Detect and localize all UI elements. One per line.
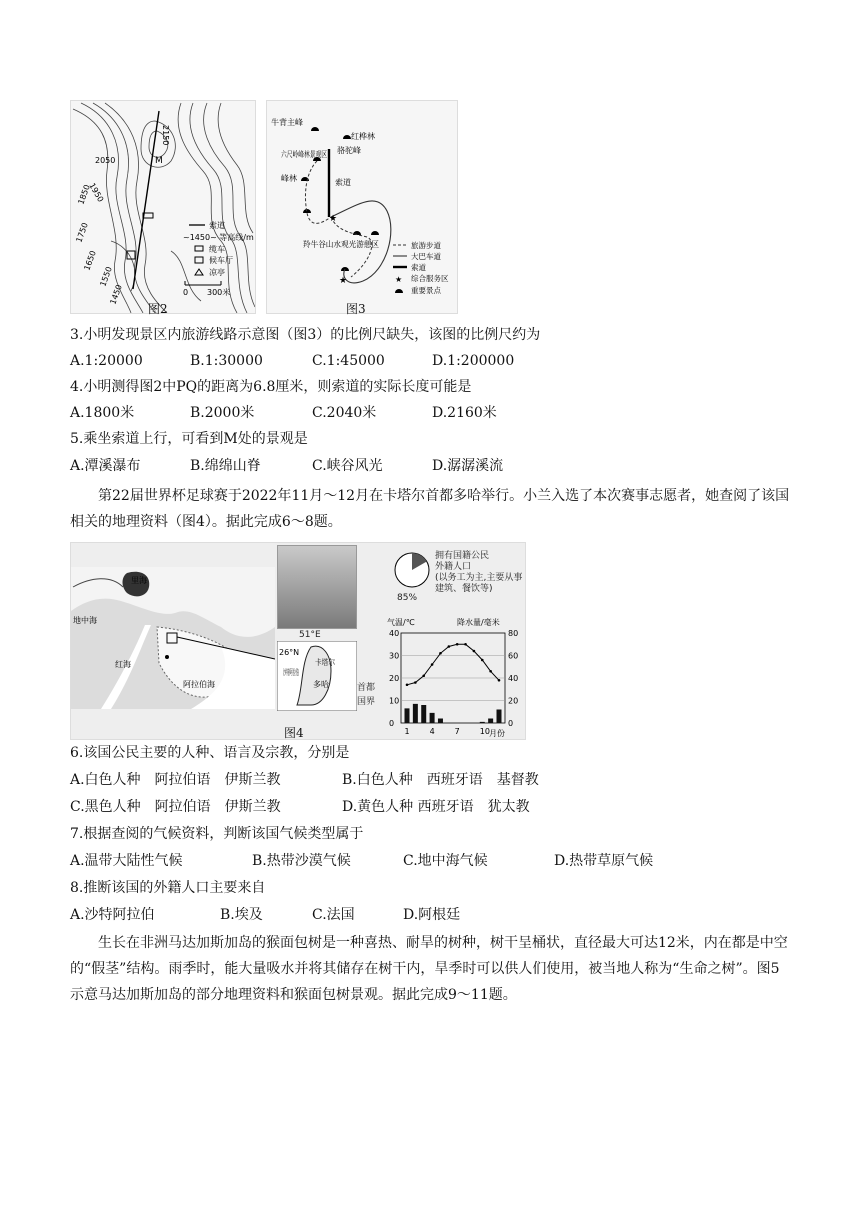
- svg-text:缆车: 缆车: [209, 245, 225, 254]
- svg-text:2150: 2150: [161, 125, 170, 146]
- intro-6-8: 第22届世界杯足球赛于2022年11月～12月在卡塔尔首都多哈举行。小兰入选了本次赛事志愿者，她查阅了该国相关的地理资料（图4）。据此完成6～8题。: [70, 488, 790, 530]
- svg-text:红海: 红海: [115, 660, 131, 669]
- svg-text:凉亭: 凉亭: [209, 268, 225, 277]
- q8-option-b[interactable]: B.埃及: [220, 907, 263, 923]
- inset-legend-border: 国界: [357, 697, 376, 707]
- svg-text:羚牛谷山水观光游憩区: 羚牛谷山水观光游憩区: [303, 240, 383, 249]
- q3-option-a[interactable]: A.1:20000: [70, 353, 143, 369]
- q5-option-b[interactable]: B.绵绵山脊: [190, 458, 261, 474]
- q7-option-d[interactable]: D.热带草原气候: [554, 853, 654, 869]
- tour-route-map: [267, 101, 457, 313]
- svg-text:★: ★: [339, 276, 348, 286]
- svg-text:旅游步道: 旅游步道: [411, 241, 441, 250]
- temp-point: [473, 650, 476, 653]
- temp-point: [422, 674, 425, 677]
- svg-text:索道: 索道: [411, 263, 426, 272]
- svg-text:峰林: 峰林: [281, 174, 297, 183]
- temp-point: [448, 645, 451, 648]
- q6-option-a[interactable]: A.白色人种 阿拉伯语 伊斯兰教: [70, 772, 281, 788]
- cableway-line: [133, 111, 159, 289]
- month-tick-label: 7: [454, 727, 460, 736]
- precip-tick-label: 0: [508, 719, 514, 728]
- precip-bar: [413, 704, 418, 723]
- svg-text:综合服务区: 综合服务区: [411, 274, 449, 283]
- temp-tick-label: 30: [389, 651, 400, 661]
- svg-text:1450: 1450: [108, 283, 124, 306]
- q4-option-a[interactable]: A.1800米: [70, 405, 135, 421]
- precip-bar: [405, 708, 410, 723]
- svg-text:里海: 里海: [131, 576, 147, 585]
- q3-option-b[interactable]: B.1:30000: [190, 353, 263, 369]
- q4-option-c[interactable]: C.2040米: [312, 405, 377, 421]
- temp-tick-label: 20: [389, 674, 400, 683]
- pie-legend-note: (以务工为主,主要从事建筑、餐饮等): [435, 573, 523, 594]
- svg-text:卡塔尔: 卡塔尔: [315, 658, 339, 667]
- q7-option-a[interactable]: A.温带大陆性气候: [70, 853, 183, 869]
- q4-stem: 4.小明测得图2中PQ的距离为6.8厘米，则索道的实际长度可能是: [70, 379, 472, 395]
- precip-bar: [488, 719, 493, 724]
- svg-text:地中海: 地中海: [73, 616, 97, 625]
- precip-tick-label: 40: [508, 674, 519, 683]
- q8-stem: 8.推断该国的外籍人口主要来自: [70, 880, 266, 896]
- figure-3-caption: 图3: [346, 302, 366, 316]
- svg-text:大巴车道: 大巴车道: [411, 252, 441, 261]
- precip-bar: [438, 719, 443, 724]
- q4-option-b[interactable]: B.2000米: [190, 405, 255, 421]
- figure-3: [266, 100, 458, 314]
- svg-text:牛背主峰: 牛背主峰: [271, 118, 303, 127]
- pie-legend-citizens: 拥有国籍公民: [435, 551, 490, 561]
- temp-point: [431, 663, 434, 666]
- figure-4-caption: 图4: [284, 726, 304, 740]
- svg-text:阿拉伯海: 阿拉伯海: [183, 680, 215, 689]
- temp-point: [498, 679, 501, 682]
- pie-legend-foreign: 外籍人口: [435, 562, 472, 572]
- svg-text:候车厅: 候车厅: [209, 256, 233, 265]
- precip-bar: [480, 722, 485, 723]
- figure-2-caption: 图2: [148, 302, 168, 316]
- svg-text:骆驼峰: 骆驼峰: [337, 146, 361, 155]
- svg-text:1750: 1750: [74, 221, 90, 244]
- svg-text:M: M: [155, 156, 163, 166]
- temp-tick-label: 10: [389, 696, 400, 706]
- precip-tick-label: 60: [508, 651, 519, 661]
- svg-text:300米: 300米: [207, 288, 231, 297]
- people-photo: [277, 545, 357, 629]
- precip-bar: [497, 710, 502, 724]
- q8-option-a[interactable]: A.沙特阿拉伯: [70, 907, 155, 923]
- q5-option-d[interactable]: D.潺潺溪流: [432, 458, 504, 474]
- q6-option-b[interactable]: B.白色人种 西班牙语 基督教: [342, 772, 539, 788]
- temp-point: [414, 681, 417, 684]
- q8-option-c[interactable]: C.法国: [312, 907, 355, 923]
- svg-text:多哈: 多哈: [313, 680, 329, 689]
- q3-stem: 3.小明发现景区内旅游线路示意图（图3）的比例尺缺失，该图的比例尺约为: [70, 327, 541, 343]
- month-unit: 月份: [489, 729, 505, 738]
- figure-4: [70, 542, 526, 740]
- inset-legend-capital: 首都: [357, 683, 376, 693]
- svg-text:索道: 索道: [209, 221, 225, 230]
- climate-chart: [387, 615, 523, 739]
- svg-text:26°N: 26°N: [279, 648, 300, 657]
- intro-9-11: 生长在非洲马达加斯加岛的猴面包树是一种喜热、耐旱的树种，树干呈桶状，直径最大可达12米，内在都是中空的“假茎”结构。雨季时，能大量吸水并将其储存在树干内，旱季时可以供人们使用，被当地人称为“生命之树”。图5示意马达加斯加岛的部分地理资料和猴面包树景观。据此完成9～11题。: [70, 935, 788, 1003]
- pie-percent: 85%: [397, 593, 418, 603]
- svg-text:1650: 1650: [82, 249, 98, 272]
- svg-text:沙特阿拉伯: [283, 667, 299, 677]
- svg-text:1850: 1850: [76, 183, 92, 206]
- q6-stem: 6.该国公民主要的人种、语言及宗教，分别是: [70, 745, 350, 761]
- month-tick-label: 1: [404, 727, 410, 736]
- svg-text:0: 0: [183, 288, 189, 297]
- q3-option-d[interactable]: D.1:200000: [432, 353, 515, 369]
- q6-option-c[interactable]: C.黑色人种 阿拉伯语 伊斯兰教: [70, 799, 281, 815]
- precip-axis-label: 降水量/毫米: [457, 618, 500, 627]
- svg-text:1950: 1950: [87, 181, 106, 204]
- q7-option-b[interactable]: B.热带沙漠气候: [252, 853, 351, 869]
- temp-point: [406, 683, 409, 686]
- pie-legend: [435, 551, 523, 595]
- temp-tick-label: 0: [389, 719, 395, 728]
- q6-option-d[interactable]: D.黄色人种 西班牙语 犹太教: [342, 799, 530, 815]
- month-tick-label: 10: [479, 727, 490, 736]
- svg-text:红桦林: 红桦林: [351, 132, 375, 141]
- svg-text:~1450~ 等高线/m: ~1450~ 等高线/m: [183, 233, 254, 242]
- month-tick-label: 4: [429, 727, 435, 736]
- temp-point: [481, 659, 484, 662]
- precip-tick-label: 20: [508, 696, 519, 706]
- temp-point: [456, 643, 459, 646]
- svg-text:★: ★: [329, 214, 338, 224]
- contour-map: [71, 101, 255, 313]
- precip-bar: [430, 713, 435, 723]
- temp-axis-label: 气温/℃: [387, 618, 415, 627]
- precip-bar: [421, 705, 426, 723]
- svg-text:索道: 索道: [335, 178, 351, 187]
- precip-tick-label: 80: [508, 629, 519, 638]
- inset-lon: 51°E: [299, 630, 321, 640]
- q5-option-a[interactable]: A.潭溪瀑布: [70, 458, 141, 474]
- svg-text:2050: 2050: [95, 156, 116, 165]
- q5-stem: 5.乘坐索道上行，可看到M处的景观是: [70, 431, 308, 447]
- temp-point: [464, 643, 467, 646]
- q8-option-d[interactable]: D.阿根廷: [403, 907, 461, 923]
- qatar-inset-map: [277, 641, 357, 711]
- temp-point: [439, 652, 442, 655]
- svg-text:六尺岭峰林景观区: 六尺岭峰林景观区: [281, 150, 345, 159]
- temp-tick-label: 40: [389, 629, 400, 638]
- population-pie: [393, 551, 431, 589]
- q7-stem: 7.根据查阅的气候资料，判断该国气候类型属于: [70, 826, 364, 842]
- middle-east-map: [71, 567, 275, 709]
- svg-text:★: ★: [395, 275, 403, 284]
- temp-point: [489, 670, 492, 673]
- figure-2: [70, 100, 256, 314]
- q5-option-c[interactable]: C.峡谷风光: [312, 458, 383, 474]
- svg-text:1550: 1550: [98, 265, 114, 288]
- q7-option-c[interactable]: C.地中海气候: [403, 853, 488, 869]
- svg-text:重要景点: 重要景点: [411, 286, 441, 295]
- q3-option-c[interactable]: C.1:45000: [312, 353, 385, 369]
- q4-option-d[interactable]: D.2160米: [432, 405, 497, 421]
